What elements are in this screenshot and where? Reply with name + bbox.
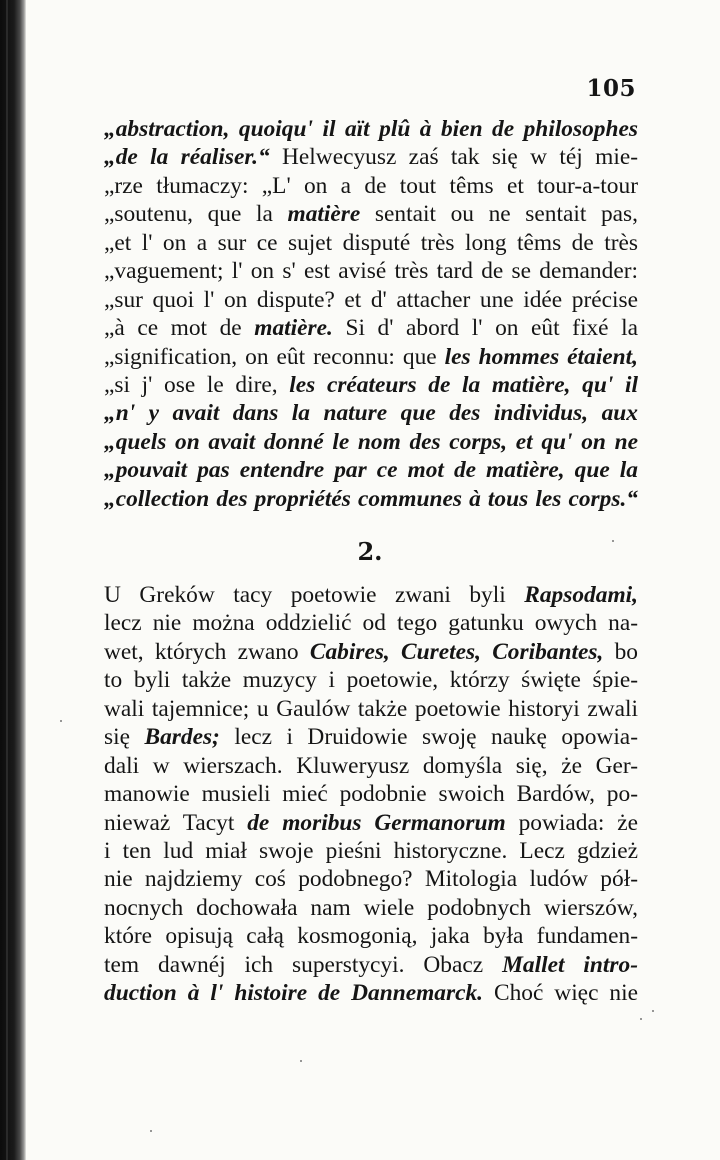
italic-text: „de la réaliser.“ [104,144,270,171]
binding-shadow-line [6,0,8,1160]
text-line [104,865,638,893]
text-run: wali tajemnice; u Gaulów także poetowie historyi zwali [104,695,638,722]
text-line [104,780,638,808]
text-run: „signification, on eût reconnu: que [104,343,445,370]
italic-text: „n' y avait dans la nature que des individus, aux [104,400,638,427]
text-run: „et l' on a sur ce sujet disputé très long têms de très [104,229,638,256]
text-line [104,343,638,371]
text-run: „sur quoi l' on dispute? et d' attacher une idée précise [104,286,638,313]
text-run: bo [603,638,638,665]
italic-text: les créateurs de la matière, qu' il [289,371,638,398]
text-line [104,638,638,666]
italic-text: duction à l' histoire de Dannemarck. [104,980,484,1007]
text-line [104,695,638,723]
italic-text: „pouvait pas entendre par ce mot de matière, que la [104,457,638,484]
text-line [104,837,638,865]
text-run: nieważ Tacyt [104,809,248,836]
text-line [104,922,638,950]
text-run: sentait ou ne sentait pas, [360,201,638,228]
italic-text: les hommes étaient, [444,343,638,370]
text-line [104,723,638,751]
text-line [104,371,638,399]
text-line [104,666,638,694]
text-run: nocnych dochowała nam wiele podobnych wierszów, [104,894,638,921]
text-run: się [104,724,145,751]
text-run: Si d' abord l' on eût fixé la [332,315,638,342]
text-run: powiada: że [505,809,638,836]
page-number: 105 [586,75,636,102]
paragraph-bards [104,581,638,1008]
text-line [104,894,638,922]
text-line [104,809,638,837]
text-line [104,979,638,1007]
text-line [104,609,638,637]
text-line [104,456,638,484]
text-line [104,485,638,513]
paragraph-quotation [104,115,638,513]
italic-text: „quels on avait donné le nom des corps, et qu' on ne [104,428,638,455]
italic-text: „collection des propriétés communes à tous les corps.“ [104,485,638,512]
text-run: wet, których zwano [104,638,310,665]
text-line [104,314,638,342]
text-run: manowie musieli mieć podobnie swoich Bardów, po- [104,781,638,808]
text-line [104,581,638,609]
text-run: i ten lud miał swoje pieśni historyczne. Lecz gdzież [104,837,638,864]
italic-text: Mallet intro- [502,951,638,978]
italic-text: matière. [254,315,333,342]
text-line [104,143,638,171]
text-line [104,428,638,456]
text-line [104,115,638,143]
text-line [104,200,638,228]
text-line [104,257,638,285]
text-line [104,229,638,257]
text-run: „vaguement; l' on s' est avisé très tard de se demander: [104,258,638,285]
text-run: „à ce mot de [104,315,255,342]
italic-text: Rapsodami, [524,582,638,608]
italic-text: matière [287,201,361,228]
text-run: lecz nie można oddzielić od tego gatunku owych na- [104,610,638,637]
text-run: Choć więc nie [483,980,638,1007]
text-run: tem dawnéj ich superstycyi. Obacz [104,951,503,978]
text-run: to byli także muzycy i poetowie, którzy święte śpie- [104,667,638,694]
text-line [104,286,638,314]
section-number: 2. [357,537,383,566]
page-binding-edge [0,0,26,1160]
italic-text: Bardes; [144,724,220,751]
text-line [104,752,638,780]
text-run: Helwecyusz zaś tak się w téj mie- [269,144,638,171]
italic-text: de moribus Germanorum [247,809,506,836]
italic-text: Cabires, Curetes, Coribantes, [309,638,604,665]
text-run: nie najdziemy coś podobnego? Mitologia ludów pół- [104,866,638,893]
text-run: „soutenu, que la [104,201,288,228]
text-run: „si j' ose le dire, [104,371,290,398]
text-run: lecz i Druidowie swoję naukę opowia- [219,724,638,751]
text-run: dali w wierszach. Kluweryusz domyśla się, że Ger- [104,752,638,779]
italic-text: „abstraction, quoiqu' il aït plû à bien de philosophes [104,116,638,142]
text-line [104,399,638,427]
text-line [104,172,638,200]
text-run: U Greków tacy poetowie zwani byli [104,582,525,608]
text-line [104,951,638,979]
text-run: „rze tłumaczy: „L' on a de tout têms et tour-a-tour [104,172,638,199]
text-run: które opisują całą kosmogonią, jaka była fundamen- [104,923,638,950]
